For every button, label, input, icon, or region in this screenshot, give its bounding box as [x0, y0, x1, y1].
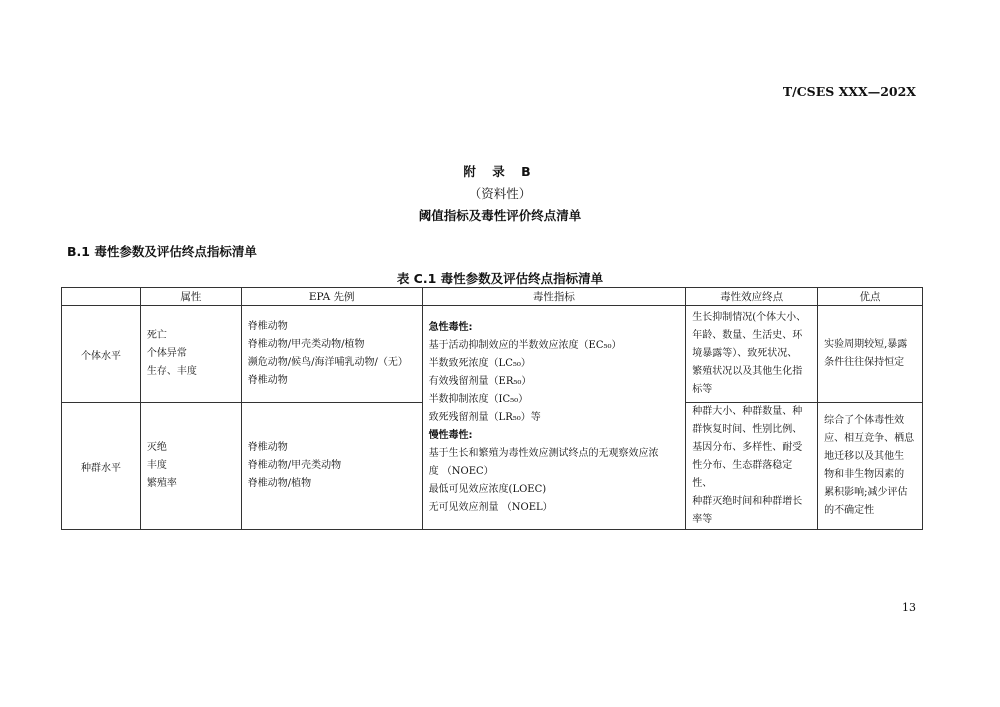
table-caption: 表 C.1 毒性参数及评估终点指标清单 [396, 271, 604, 286]
table-header-row [62, 288, 923, 306]
advantage-cell: 实验周期较短,暴露 条件往往保持恒定 [818, 306, 923, 403]
header-advantage: 优点 [818, 288, 923, 306]
toxicity-cell: 急性毒性: 基于活动抑制效应的半数效应浓度（EC₅₀） 半数致死浓度（LC₅₀） 有效残留剂量（ER₅₀） 半数抑制浓度（IC₅₀） 致死残留剂量（LR₅₀）等 慢性毒性: 基于生长和繁殖为毒性效应测试终点的无观察效应浓 度 （NOEC） 最低可见效应浓度(LOEC) 无可见效应剂量 （NOEL） [422, 306, 686, 530]
section-title: B.1 毒性参数及评估终点指标清单 [67, 244, 257, 259]
epa-cell: 脊椎动物 脊椎动物/甲壳类动物 脊椎动物/植物 [241, 403, 422, 530]
header-toxicity: 毒性指标 [422, 288, 686, 306]
header-effect: 毒性效应终点 [686, 288, 818, 306]
attribute-cell: 死亡 个体异常 生存、丰度 [140, 306, 241, 403]
advantage-cell: 综合了个体毒性效 应、相互竞争、栖息 地迁移以及其他生 物和非生物因素的 累积影响;减少评估 的不确定性 [818, 403, 923, 530]
appendix-nature: （资料性） [468, 186, 532, 201]
document-code: T/CSES XXX—202X [782, 84, 916, 99]
appendix-title: 附 录 B [463, 164, 537, 179]
appendix-heading: 阈值指标及毒性评价终点清单 [418, 208, 582, 223]
page-number: 13 [902, 601, 916, 614]
effect-cell: 生长抑制情况(个体大小、 年龄、数量、生活史、环 境暴露等）、致死状况、 繁殖状况以及其他生化指 标等 [686, 306, 818, 403]
toxicity-table [61, 287, 923, 530]
header-blank [62, 288, 141, 306]
effect-cell: 种群大小、种群数量、种 群恢复时间、性别比例、 基因分布、多样性、耐受 性分布、生态群落稳定性、 种群灭绝时间和种群增长 率等 [686, 403, 818, 530]
header-epa: EPA 先例 [241, 288, 422, 306]
level-cell: 种群水平 [62, 403, 141, 530]
header-attribute: 属性 [140, 288, 241, 306]
attribute-cell: 灭绝 丰度 繁殖率 [140, 403, 241, 530]
epa-cell: 脊椎动物 脊椎动物/甲壳类动物/植物 濒危动物/候鸟/海洋哺乳动物/（无） 脊椎动物 [241, 306, 422, 403]
level-cell: 个体水平 [62, 306, 141, 403]
table-row [62, 306, 923, 403]
